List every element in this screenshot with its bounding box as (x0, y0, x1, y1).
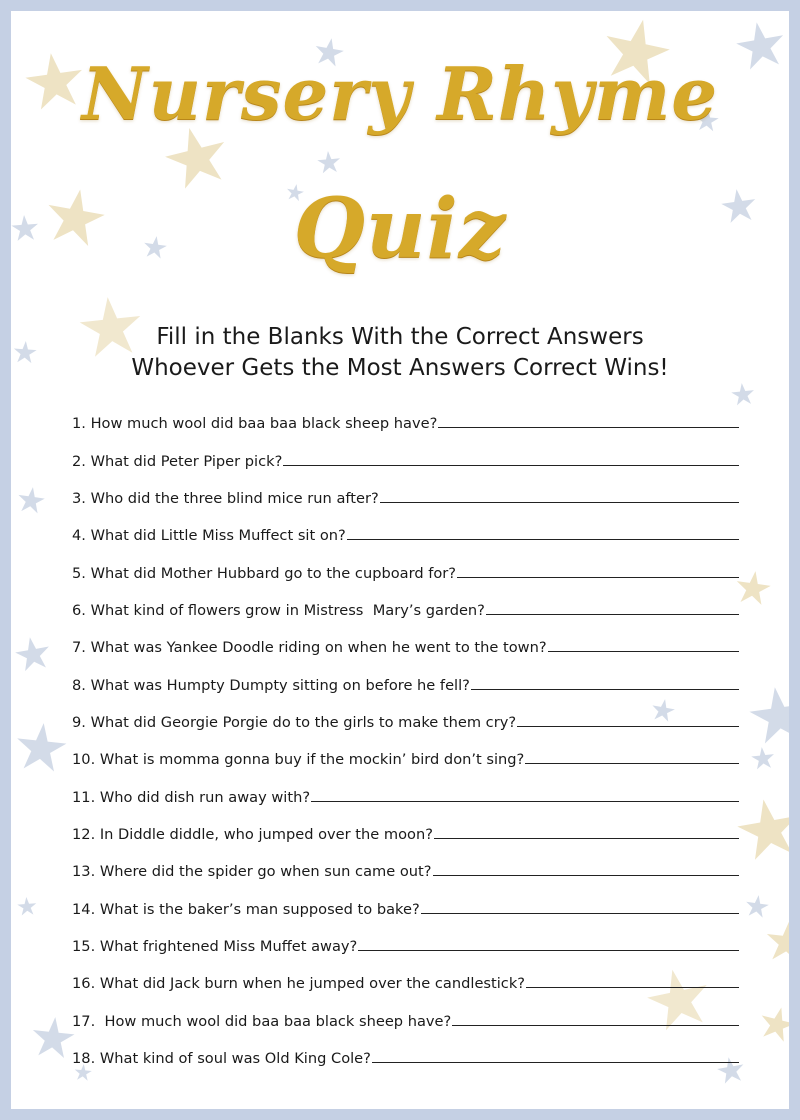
question-text: 6. What kind of flowers grow in Mistress Mary’s garden? (72, 602, 485, 620)
question-row (72, 553, 739, 581)
question-row (72, 852, 739, 880)
question-text: 9. What did Georgie Porgie do to the girls to make them cry? (72, 714, 517, 732)
question-row (72, 964, 739, 992)
answer-blank[interactable] (283, 465, 739, 466)
question-row (72, 740, 739, 768)
star-icon (30, 1015, 76, 1059)
question-text: 2. What did Peter Piper pick? (72, 452, 283, 470)
answer-blank[interactable] (486, 614, 739, 615)
question-text: 11. Who did dish run away with? (72, 788, 311, 806)
answer-blank[interactable] (452, 1025, 739, 1026)
answer-blank[interactable] (525, 763, 739, 764)
star-icon (744, 894, 770, 919)
answer-blank[interactable] (548, 651, 739, 652)
answer-blank[interactable] (311, 801, 739, 802)
answer-blank[interactable] (421, 913, 739, 914)
star-icon (13, 634, 52, 672)
question-text: 17. How much wool did baa baa black sheep have? (72, 1012, 452, 1030)
star-icon (14, 721, 68, 773)
question-row (72, 441, 739, 469)
answer-blank[interactable] (434, 838, 739, 839)
answer-blank[interactable] (380, 502, 739, 503)
question-row (72, 516, 739, 544)
answer-blank[interactable] (438, 427, 739, 428)
question-row (72, 889, 739, 917)
question-row (72, 1039, 739, 1067)
question-text: 14. What is the baker’s man supposed to bake? (72, 900, 420, 918)
answer-blank[interactable] (517, 726, 739, 727)
star-icon (734, 569, 772, 606)
answer-blank[interactable] (358, 950, 739, 951)
question-text: 15. What frightened Miss Muffet away? (72, 938, 358, 956)
answer-blank[interactable] (457, 577, 739, 578)
question-row (72, 404, 739, 432)
question-row (72, 628, 739, 656)
question-row (72, 591, 739, 619)
question-row (72, 815, 739, 843)
question-row (72, 703, 739, 731)
star-icon (750, 746, 775, 770)
answer-blank[interactable] (526, 987, 739, 988)
star-icon (764, 919, 800, 963)
question-text: 13. Where did the spider go when sun came out? (72, 863, 432, 881)
question-text: 18. What kind of soul was Old King Cole? (72, 1050, 371, 1068)
question-text: 10. What is momma gonna buy if the mockin’ bird don’t sing? (72, 751, 525, 769)
question-row (72, 777, 739, 805)
star-icon (757, 1003, 798, 1043)
question-text: 8. What was Humpty Dumpty sitting on before he fell? (72, 676, 470, 694)
question-list (72, 404, 739, 1076)
question-text: 12. In Diddle diddle, who jumped over the moon? (72, 826, 433, 844)
question-row (72, 1002, 739, 1030)
star-icon (733, 794, 800, 862)
answer-blank[interactable] (347, 539, 739, 540)
question-row (72, 927, 739, 955)
instructions-line-2: Whoever Gets the Most Answers Correct Wins! (131, 355, 669, 381)
quiz-title-line-1: Nursery Rhyme (81, 51, 719, 136)
star-icon (747, 683, 800, 745)
instructions-line-1: Fill in the Blanks With the Correct Answers (156, 324, 644, 350)
question-row (72, 479, 739, 507)
answer-blank[interactable] (471, 689, 739, 690)
answer-blank[interactable] (372, 1062, 739, 1063)
star-icon (17, 896, 37, 915)
quiz-title-line-2: Quiz (293, 181, 507, 277)
star-icon (730, 382, 755, 406)
question-text: 4. What did Little Miss Muffect sit on? (72, 527, 346, 545)
question-text: 5. What did Mother Hubbard go to the cupboard for? (72, 564, 457, 582)
question-text: 7. What was Yankee Doodle riding on when he went to the town? (72, 639, 547, 657)
question-text: 1. How much wool did baa baa black sheep have? (72, 415, 438, 433)
question-text: 16. What did Jack burn when he jumped over the candlestick? (72, 975, 526, 993)
star-icon (16, 485, 46, 514)
answer-blank[interactable] (433, 875, 740, 876)
question-row (72, 665, 739, 693)
star-icon (317, 150, 342, 174)
question-text: 3. Who did the three blind mice run after? (72, 489, 379, 507)
